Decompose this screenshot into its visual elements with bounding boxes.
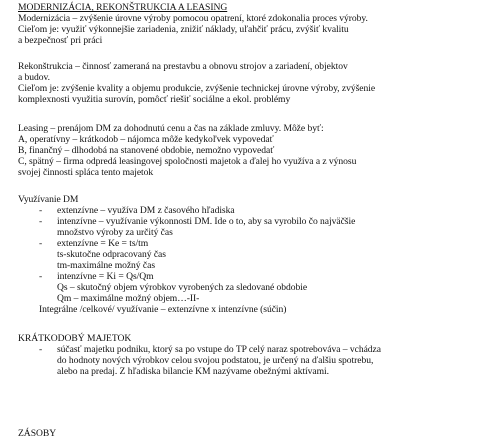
summary-line: Integrálne /celkové/ využívanie – extenzívne x intenzívne (súčin) <box>39 304 287 315</box>
text-line: B, finančný – dlhodobá na stanovené obdobie, nemožno vypovedať <box>18 145 275 156</box>
text-line: svojej činnosti spláca tento majetok <box>18 167 154 178</box>
bullet-dash: - <box>39 205 43 216</box>
text-line: A, operatívny – krátkodob – nájomca môže kedykoľvek vypovedať <box>18 134 274 145</box>
text-line: C, spätný – firma odpredá leasingovej spoločnosti majetok a ďalej ho využíva a z výnosu <box>18 156 357 167</box>
list-item: extenzívne = Ke = ts/tm <box>57 238 149 249</box>
text-line: komplexnosti využitia surovín, pomôcť riešiť sociálne a ekol. problémy <box>18 94 291 105</box>
text-line: a bezpečnosť pri práci <box>18 35 103 46</box>
bullet-dash: - <box>39 238 43 249</box>
list-item: ts-skutočne odpracovaný čas <box>57 249 166 260</box>
text-line: súčasť majetku podniku, ktorý sa po vstupe do TP celý naraz spotrebováva – vchádza <box>57 344 381 355</box>
list-item: intenzívne – využívanie výkonnosti DM. Ide o to, aby sa vyrobilo čo najväčšie <box>57 216 356 227</box>
text-line: Cieľom je: využiť výkonnejšie zariadenia, znižiť náklady, uľahčiť prácu, zvýšiť kvalitu <box>18 24 349 35</box>
text-line: Cieľom je: zvýšenie kvality a objemu produkcie, zvýšenie technickej úrovne výroby, zvýšenie <box>18 83 376 94</box>
bullet-dash: - <box>39 216 43 227</box>
text-line: Modernizácia – zvýšenie úrovne výroby pomocou opatrení, ktoré zdokonalia proces výroby. <box>18 13 368 24</box>
list-item: intenzívne = Ki = Qs/Qm <box>57 271 154 282</box>
text-line: do hodnoty nových výrobkov celou svojou podstatou, je určený na ďalšiu spotrebu, <box>57 355 374 366</box>
heading-vyuzivanie: Využívanie DM <box>18 194 79 205</box>
text-line: Rekonštrukcia – činnosť zameraná na prestavbu a obnovu strojov a zariadení, objektov <box>18 61 348 72</box>
list-item: tm-maximálne možný čas <box>57 260 156 271</box>
text-line: Leasing – prenájom DM za dohodnutú cenu a čas na základe zmluvy. Môže byť: <box>18 123 324 134</box>
list-item: Qm – maximálne možný objem…-II- <box>57 293 200 304</box>
heading-zasoby-partial: ZÁSOBY <box>18 428 57 439</box>
list-item: extenzívne – využíva DM z časového hľadiska <box>57 205 235 216</box>
heading-modernizacia: MODERNIZÁCIA, REKONŠTRUKCIA A LEASING <box>18 2 228 13</box>
list-item: množstvo výroby za určitý čas <box>57 227 173 238</box>
bullet-dash: - <box>39 344 43 355</box>
text-line: a budov. <box>18 72 51 83</box>
list-item: Qs – skutočný objem výrobkov vyrobených za sledované obdobie <box>57 282 308 293</box>
heading-kratkodoby: KRÁTKODOBÝ MAJETOK <box>18 333 132 344</box>
bullet-dash: - <box>39 271 43 282</box>
text-line: alebo na predaj. Z hľadiska bilancie KM nazývame obežnými aktívami. <box>57 366 330 377</box>
